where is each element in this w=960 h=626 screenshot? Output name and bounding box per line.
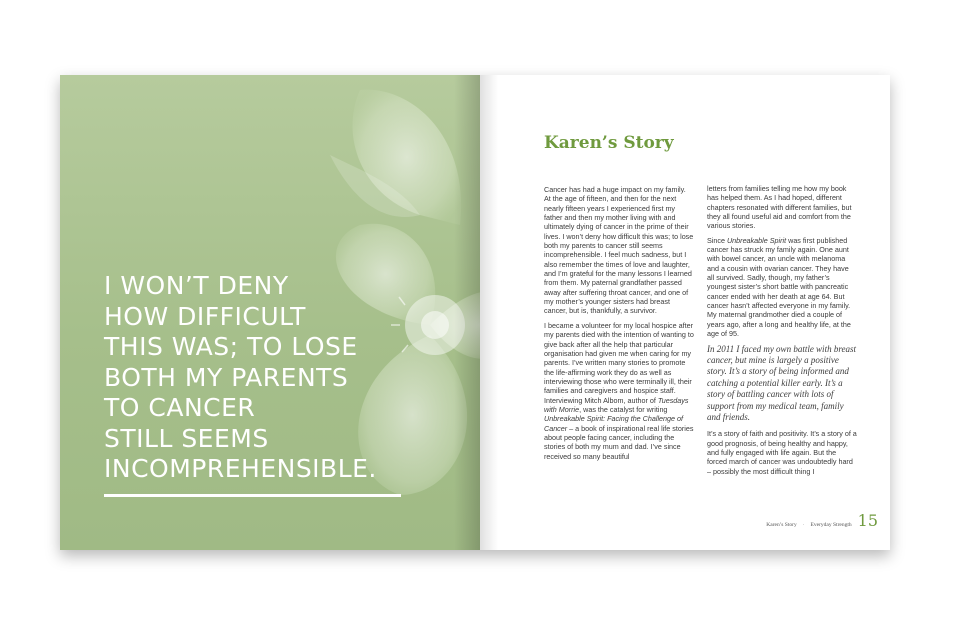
page-number: 15 — [857, 511, 878, 530]
article-title: Karen’s Story — [544, 133, 674, 153]
footer-book-title: Everyday Strength — [810, 522, 852, 528]
pull-quote-line: STILL SEEMS — [104, 423, 269, 453]
text-run: , was the catalyst for writing — [579, 404, 668, 414]
pull-quote-line: THIS WAS; TO LOSE — [104, 332, 358, 361]
gutter-shadow — [454, 75, 480, 550]
pull-quote-line: BOTH MY PARENTS — [104, 362, 349, 392]
book-title-italic: Unbreakable Spirit — [726, 235, 787, 245]
italic-pull-paragraph: In 2011 I faced my own battle with breast cancer, but mine is largely a positive story. It’s a story of being informed and catching a potential killer early. It’s a story of battling cancer with lots of support from my medical team, family and friends. — [707, 343, 856, 422]
footer-separator: · — [802, 522, 805, 528]
gutter-shadow-right — [480, 75, 498, 550]
paragraph: Cancer has had a huge impact on my family. At the age of fifteen, and then for the next nearly fifteen years I experienced first my father and then my mother living with and ultimately dying of cancer in the prime of their lives. I won’t deny how difficult this was; to lose both my parents to cancer still seems incomprehensible. I feel much sadness, but I also remember the times of love and laughter, and I’m grateful for the many lessons I learned from them. My paternal grandfather passed away after suffering throat cancer, and one of my mother’s younger sisters had breast cancer, but is, thankfully, a survivor. — [544, 185, 694, 316]
footer-section: Karen’s Story — [766, 522, 797, 528]
text-column-1 — [544, 185, 694, 466]
pull-quote-line: HOW DIFFICULT — [104, 301, 306, 331]
pull-quote-line: INCOMPREHENSIBLE. — [104, 454, 377, 483]
text-run: – a book of inspirational real life stories about people facing cancer, including the stories of both my mum and dad. I’ve since received so many beautiful — [544, 423, 694, 461]
paragraph — [707, 236, 857, 339]
pull-quote-line: I WON’T DENY — [104, 271, 289, 300]
text-run: Since — [707, 235, 727, 245]
paragraph: letters from families telling me how my book has helped them. As I had hoped, different chapters resonated with different families, but they all found useful aid and comfort from the various stories. — [707, 184, 852, 231]
open-book — [60, 75, 890, 550]
left-page — [60, 75, 480, 550]
book-title-italic: Tuesdays with Morrie — [544, 395, 689, 414]
paragraph: It’s a story of faith and positivity. It’s a story of a good prognosis, of being healthy and happy, and fully engaged with life again. But the forced march of cancer was undoubtedly hard – possibly the most difficult thing I — [707, 429, 857, 476]
paragraph — [544, 321, 694, 461]
text-run: was first published cancer has struck my family again. One aunt with bowel cancer, an uncle with melanoma and a cousin with ovarian cancer. They have all survived. Sadly, though, my father’s youngest sister’s short battle with pancreatic cancer ended with her death at age 64. But cancer hasn’t affected everyone in my family. My maternal grandmother died a couple of years ago, after a long and healthy life, at the age of 95. — [707, 235, 851, 339]
text-run: I became a volunteer for my local hospice after my parents died with the intention of wanting to give back after all the help that particular organisation had given me when caring for my parents. I’ve written many stories to promote the life-affirming work they do as well as interviewing those who were terminally ill, their families and caregivers and hospice staff. Interviewing Mitch Albom, author of — [544, 320, 694, 405]
pull-quote — [104, 271, 434, 485]
text-column-2 — [707, 185, 857, 481]
pull-quote-line: TO CANCER — [104, 393, 256, 422]
right-page — [480, 75, 890, 550]
book-title-italic: Unbreakable Spirit: Facing the Challenge of Cancer — [544, 414, 684, 433]
page-footer — [766, 511, 878, 530]
quote-underline — [104, 494, 401, 497]
